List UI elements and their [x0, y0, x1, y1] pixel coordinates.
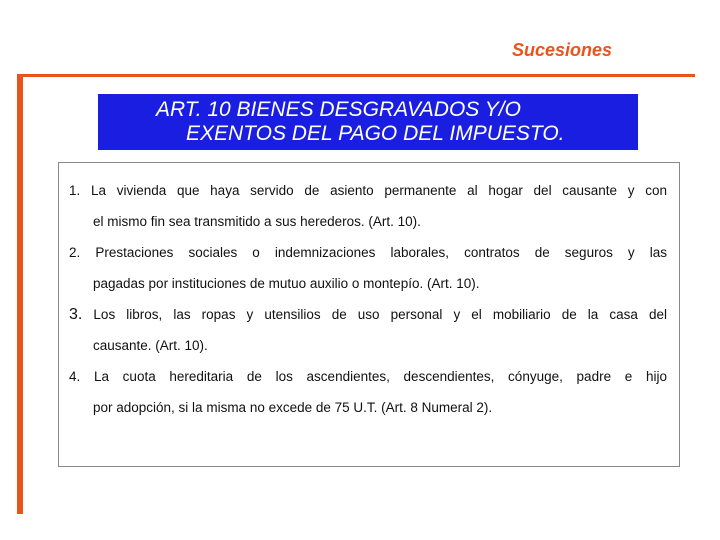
accent-rule-vertical	[17, 74, 23, 514]
list-item-first-line	[69, 175, 667, 206]
content-box	[58, 162, 680, 467]
article-title-line-1: ART. 10 BIENES DESGRAVADOS Y/O	[156, 98, 521, 121]
list-item-text: Los libros, las ropas y utensilios de uso personal y el mobiliario de la casa del	[93, 307, 667, 322]
list-item	[69, 237, 667, 299]
list-item-first-line	[69, 299, 667, 330]
list-item-number: 2.	[69, 245, 81, 260]
list-item-number: 4.	[69, 369, 81, 384]
list-item-continuation: el mismo fin sea transmitido a sus herederos. (Art. 10).	[93, 214, 421, 229]
list-item	[69, 361, 667, 423]
accent-rule-horizontal	[20, 74, 695, 77]
article-title-box	[98, 94, 638, 150]
slide-header-title: Sucesiones	[511, 40, 612, 60]
list-item-continuation: por adopción, si la misma no excede de 75 U.T. (Art. 8 Numeral 2).	[93, 400, 493, 415]
list-item-continuation: pagadas por instituciones de mutuo auxilio o montepío. (Art. 10).	[93, 276, 480, 291]
list-item-text: La vivienda que haya servido de asiento permanente al hogar del causante y con	[90, 183, 667, 198]
list-item-first-line	[69, 361, 667, 392]
list-item-text: La cuota hereditaria de los ascendientes, descendientes, cónyuge, padre e hijo	[93, 369, 667, 384]
article-title-line-2: EXENTOS DEL PAGO DEL IMPUESTO.	[186, 122, 565, 145]
list-item-number: 1.	[69, 183, 81, 198]
list-item-number: 3.	[69, 306, 83, 323]
list-item	[69, 299, 667, 361]
list-item-continuation: causante. (Art. 10).	[93, 338, 208, 353]
list-item-text: Prestaciones sociales o indemnizaciones laborales, contratos de seguros y las	[95, 245, 667, 260]
list-item	[69, 175, 667, 237]
list-item-first-line	[69, 237, 667, 268]
